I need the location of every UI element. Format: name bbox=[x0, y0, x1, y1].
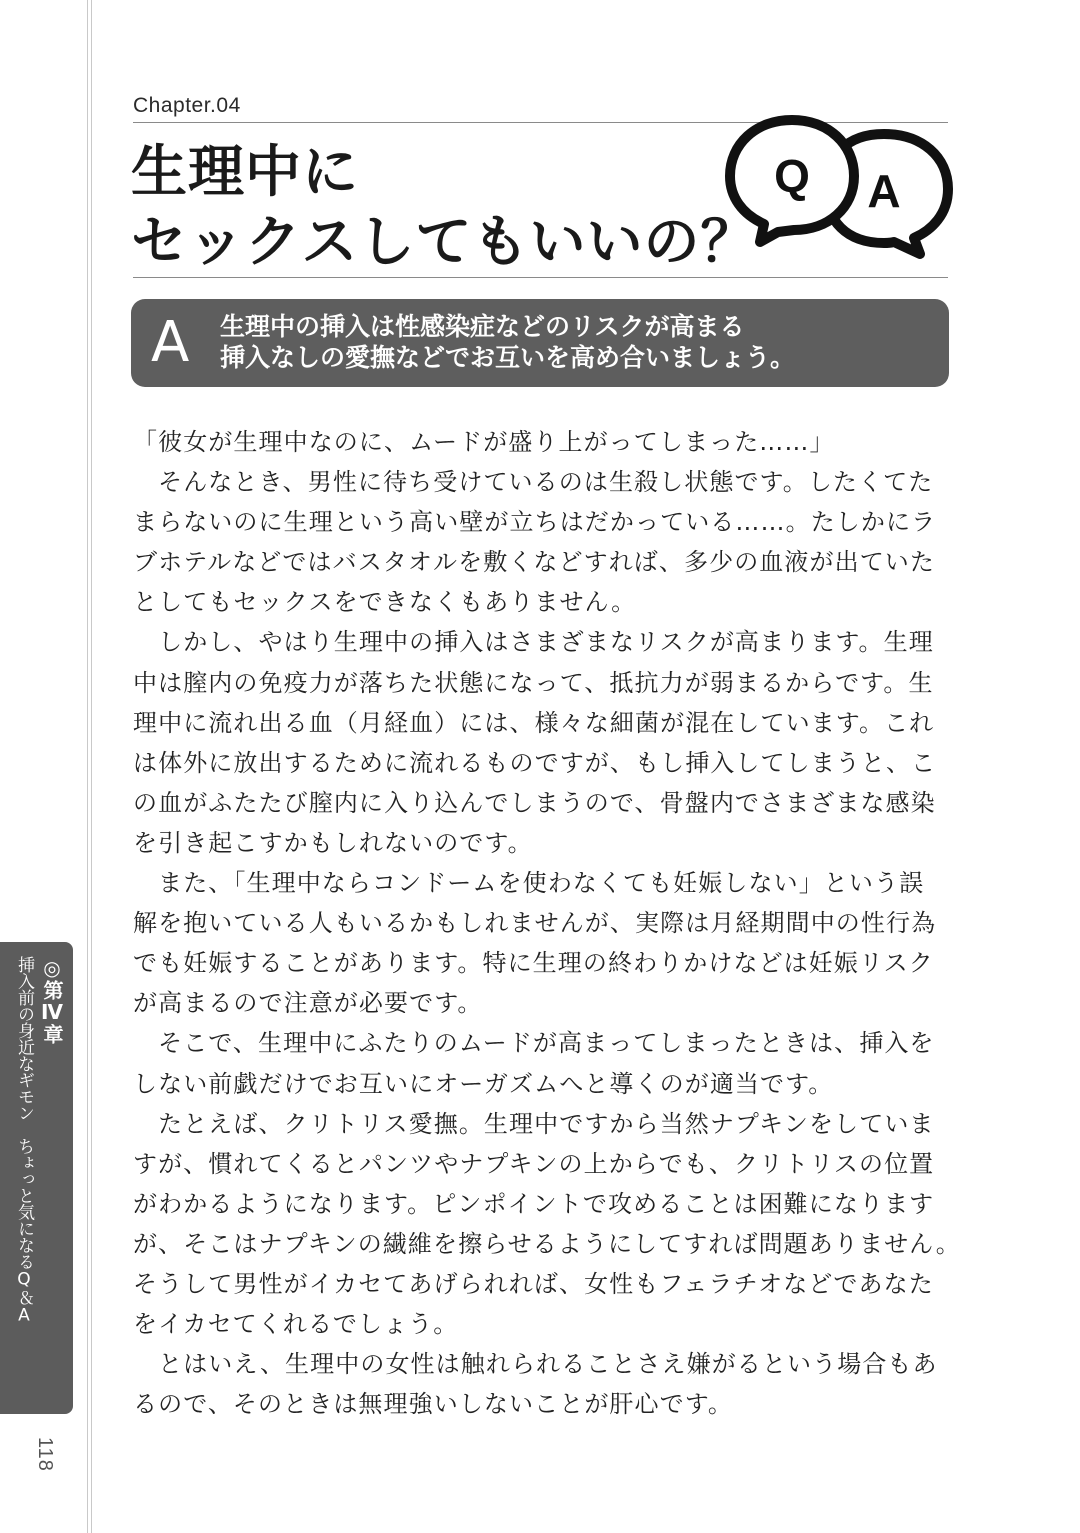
body-line: しない前戯だけでお互いにオーガズムへと導くのが適当です。 bbox=[133, 1069, 834, 1098]
body-line: は体外に放出するために流れるものですが、もし挿入してしまうと、こ bbox=[133, 748, 937, 777]
qa-speech-bubbles-icon bbox=[722, 112, 954, 262]
body-line: を引き起こすかもしれないのです。 bbox=[133, 828, 533, 857]
body-line: とはいえ、生理中の女性は触れられることさえ嫌がるという場合もあ bbox=[133, 1350, 938, 1379]
title-line-2: セックスしてもいいの？ bbox=[131, 210, 758, 275]
body-line: また、「生理中ならコンドームを使わなくても妊娠しない」という誤 bbox=[133, 869, 925, 898]
qa-icon-a: A bbox=[867, 165, 901, 217]
side-tab-chapter: ◎第Ⅳ章 bbox=[40, 956, 64, 1044]
body-line: たとえば、クリトリス愛撫。生理中ですから当然ナプキンをしていま bbox=[133, 1109, 935, 1138]
body-line: ブホテルなどではバスタオルを敷くなどすれば、多少の血液が出ていた bbox=[133, 548, 935, 577]
body-line: でも妊娠することがあります。特に生理の終わりかけなどは妊娠リスク bbox=[133, 949, 934, 978]
body-line: るので、そのときは無理強いしないことが肝心です。 bbox=[133, 1390, 733, 1419]
gutter-line bbox=[87, 0, 88, 1533]
body-line: の血がふたたび膣内に入り込んでしまうので、骨盤内でさまざまな感染 bbox=[133, 788, 936, 817]
title-line-1: 生理中に bbox=[131, 140, 359, 205]
answer-summary bbox=[220, 311, 795, 373]
chapter-label: Chapter.04 bbox=[133, 94, 241, 117]
body-line: 理中に流れ出る血（月経血）には、様々な細菌が混在しています。これ bbox=[133, 708, 935, 737]
chapter-side-tab bbox=[0, 942, 73, 1414]
body-line: 「彼女が生理中なのに、ムードが盛り上がってしまった……」 bbox=[133, 428, 835, 456]
body-line: 解を抱いている人もいるかもしれませんが、実際は月経期間中の性行為 bbox=[133, 909, 937, 938]
gutter-line bbox=[91, 0, 92, 1533]
body-line: しかし、やはり生理中の挿入はさまざまなリスクが高まります。生理 bbox=[133, 628, 934, 657]
body-line: が高まるので注意が必要です。 bbox=[133, 989, 483, 1018]
body-line: がわかるようになります。ピンポイントで攻めることは困難になります bbox=[133, 1189, 935, 1218]
title-bottom-rule bbox=[133, 277, 948, 278]
body-line: そうして男性がイカセてあげられれば、女性もフェラチオなどであなた bbox=[133, 1269, 934, 1298]
body-line: としてもセックスをできなくもありません。 bbox=[133, 588, 637, 617]
body-line: すが、慣れてくるとパンツやナプキンの上からでも、クリトリスの位置 bbox=[133, 1149, 935, 1178]
answer-line-2: 挿入なしの愛撫などでお互いを高め合いましょう。 bbox=[220, 343, 796, 372]
body-line: まらないのに生理という高い壁が立ちはだかっている……。たしかにラ bbox=[133, 508, 937, 537]
body-text bbox=[133, 422, 963, 1424]
qa-icon-q: Q bbox=[774, 150, 810, 202]
body-line: そこで、生理中にふたりのムードが高まってしまったときは、挿入を bbox=[133, 1029, 935, 1058]
body-line: をイカセてくれるでしょう。 bbox=[133, 1310, 459, 1339]
side-tab-title: 挿入前の身近なギモン ちょっと気になるQ＆A bbox=[14, 956, 34, 1325]
answer-box bbox=[131, 299, 949, 387]
body-line: 中は膣内の免疫力が落ちた状態になって、抵抗力が弱まるからです。生 bbox=[133, 668, 934, 697]
page-title bbox=[131, 138, 757, 278]
body-line: が、そこはナプキンの繊維を擦らせるようにしてすれば問題ありません。 bbox=[133, 1229, 961, 1258]
page-number: 118 bbox=[34, 1437, 56, 1472]
answer-letter: A bbox=[151, 310, 190, 375]
answer-line-1: 生理中の挿入は性感染症などのリスクが高まる bbox=[220, 312, 745, 341]
body-line: そんなとき、男性に待ち受けているのは生殺し状態です。したくてた bbox=[133, 468, 934, 497]
